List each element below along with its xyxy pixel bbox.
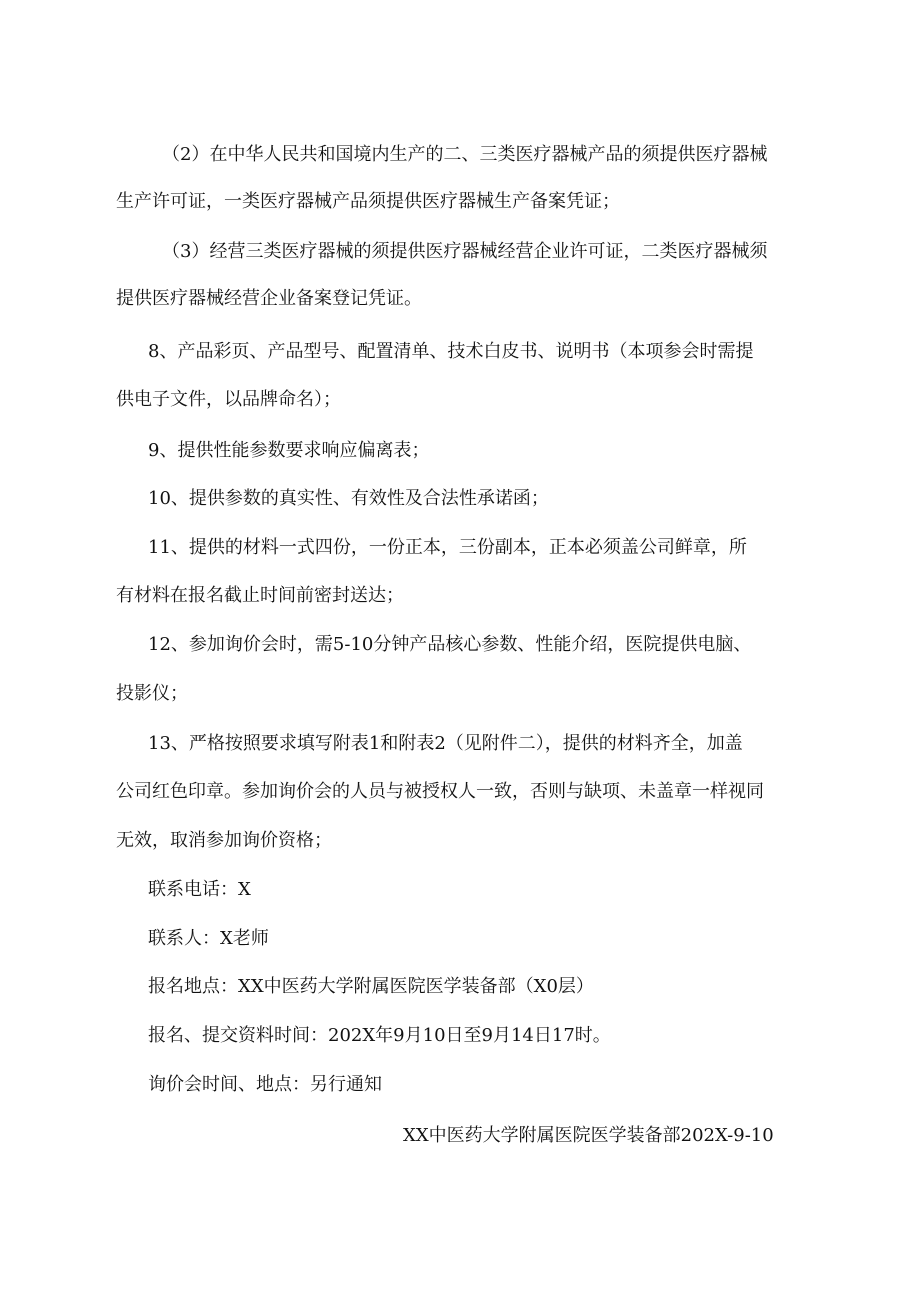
- item-12-line-2: 投影仪；: [116, 683, 188, 704]
- contact-person: 联系人：X老师: [148, 928, 269, 949]
- registration-location: 报名地点：XX中医药大学附属医院医学装备部（X0层）: [148, 976, 594, 997]
- item-8-line-2: 供电子文件，以品牌命名）；: [116, 389, 341, 410]
- item-11-line-1: 11、提供的材料一式四份，一份正本，三份副本，正本必须盖公司鲜章，所: [148, 537, 747, 558]
- item-13-line-3: 无效，取消参加询价资格；: [116, 830, 332, 851]
- signature-line: XX中医药大学附属医院医学装备部202X-9-10: [403, 1125, 774, 1146]
- item-11-line-2: 有材料在报名截止时间前密封送达；: [116, 585, 404, 606]
- contact-phone: 联系电话：X: [148, 879, 251, 900]
- item-13-line-2: 公司红色印章。参加询价会的人员与被授权人一致，否则与缺项、未盖章一样视同: [116, 781, 764, 802]
- registration-time: 报名、提交资料时间：202X年9月10日至9月14日17时。: [148, 1025, 611, 1046]
- item-13-line-1: 13、严格按照要求填写附表1和附表2（见附件二），提供的材料齐全，加盖: [148, 733, 743, 754]
- item-3-line-1: （3）经营三类医疗器械的须提供医疗器械经营企业许可证，二类医疗器械须: [162, 241, 768, 262]
- item-10: 10、提供参数的真实性、有效性及合法性承诺函；: [148, 488, 549, 509]
- item-3-line-2: 提供医疗器械经营企业备案登记凭证。: [116, 288, 422, 309]
- item-8-line-1: 8、产品彩页、产品型号、配置清单、技术白皮书、说明书（本项参会时需提: [148, 341, 754, 362]
- item-12-line-1: 12、参加询价会时，需5-10分钟产品核心参数、性能介绍，医院提供电脑、: [148, 634, 752, 655]
- item-2-line-1: （2）在中华人民共和国境内生产的二、三类医疗器械产品的须提供医疗器械: [162, 144, 768, 165]
- meeting-info: 询价会时间、地点：另行通知: [148, 1074, 382, 1095]
- item-9: 9、提供性能参数要求响应偏离表；: [148, 440, 430, 461]
- item-2-line-2: 生产许可证，一类医疗器械产品须提供医疗器械生产备案凭证；: [116, 191, 620, 212]
